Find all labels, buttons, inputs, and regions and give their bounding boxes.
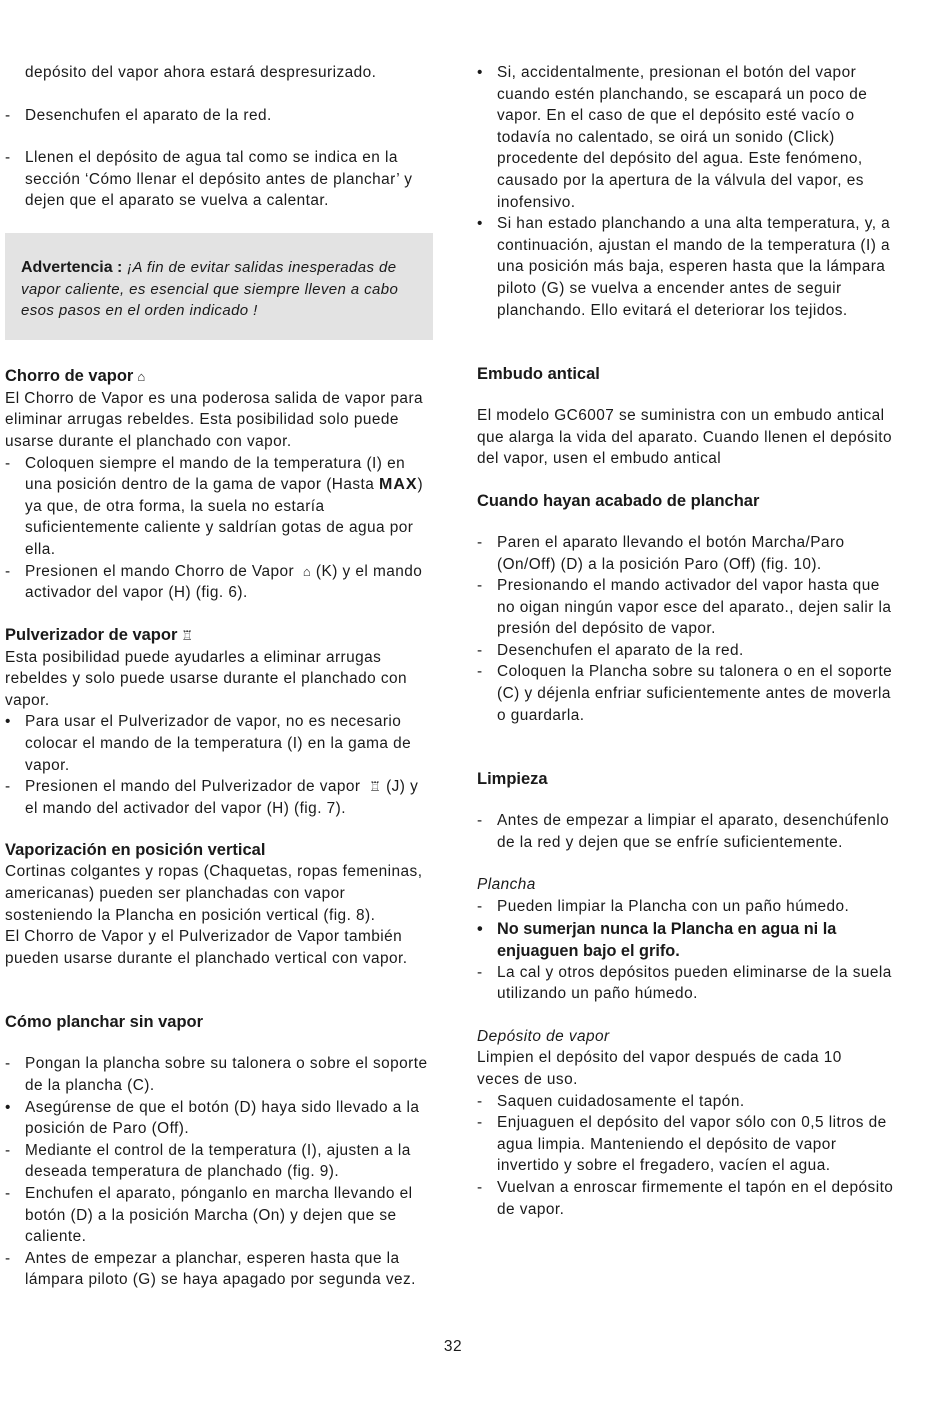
list-item: - Paren el aparato llevando el botón Marcha/Paro (On/Off) (D) a la posición Paro (Off) (fig. 10).: [477, 533, 845, 573]
dash-marker: -: [5, 106, 11, 124]
list-item: - Pueden limpiar la Plancha con un paño húmedo.: [477, 898, 850, 916]
section-title-pulverizador: Pulverizador de vapor ♖: [5, 625, 194, 644]
list-item: - Enchufen el aparato, pónganlo en marcha llevando el botón (D) a la posición Marcha (On) y dejen que se caliente.: [5, 1184, 413, 1246]
warning-text: ¡A fin de evitar salidas inesperadas de vapor caliente, es esencial que siempre lleven a cabo esos pasos en el orden indicado !: [21, 258, 399, 320]
deposito-text: Limpien el depósito del vapor después de cada 10 veces de uso.: [477, 1049, 842, 1088]
list-item: - Vuelvan a enroscar firmemente el tapón en el depósito de vapor.: [477, 1178, 894, 1218]
page-number: 32: [443, 1338, 463, 1355]
subheading-plancha: Plancha: [477, 876, 536, 894]
dash-marker: -: [5, 149, 11, 167]
list-item: - Antes de empezar a planchar, esperen hasta que la lámpara piloto (G) se haya apagado por segunda vez.: [5, 1249, 416, 1289]
list-item: - Desenchufen el aparato de la red.: [5, 105, 433, 127]
list-item: - Saquen cuidadosamente el tapón.: [477, 1092, 745, 1110]
acabado-list: [477, 532, 897, 726]
embudo-text: El modelo GC6007 se suministra con un embudo antical que alarga la vida del aparato. Cuando llenen el depósito del vapor, usen el embudo antical: [477, 407, 892, 468]
warning-label: Advertencia :: [21, 258, 123, 276]
section-title-vertical: Vaporización en posición vertical: [5, 841, 266, 860]
list-item: - Coloquen siempre el mando de la temperatura (I) en una posición dentro de la gama de vapor (Hasta MAX) ya que, de otra forma, la suela no estaría suficientemente caliente y saldrían gotas de agua por ella.: [5, 454, 424, 558]
list-item: - Presionen el mando del Pulverizador de vapor ♖ (J) y el mando del activador del vapor (H) (fig. 7).: [5, 778, 419, 817]
spray-icon: ♖: [181, 627, 194, 643]
list-item: - Enjuaguen el depósito del vapor sólo con 0,5 litros de agua limpia. Manteniendo el depósito de vapor invertido y sobre el fregadero, vacíen el agua.: [477, 1114, 887, 1175]
steam-shot-icon: ⌂: [302, 563, 312, 579]
section-title-embudo: Embudo antical: [477, 365, 600, 384]
sin-vapor-list: [5, 1053, 433, 1291]
list-item: - Mediante el control de la temperatura (I), ajusten a la deseada temperatura de planchado (fig. 9).: [5, 1141, 411, 1181]
list-item: - La cal y otros depósitos pueden eliminarse de la suela utilizando un paño húmedo.: [477, 963, 892, 1003]
section-title-acabado: Cuando hayan acabado de planchar: [477, 491, 760, 510]
warning-box: [5, 233, 433, 340]
list-item: - Presionando el mando activador del vapor hasta que no oigan ningún vapor esce del aparato., dejen salir la presión del depósito de vapor.: [477, 577, 892, 638]
list-item: • Si han estado planchando a una alta temperatura, y, a continuación, ajustan el mando de la temperatura (I) a una posición más baja, esperen hasta que la lámpara piloto (G) se vuelva a encender antes de seguir planchando. Ello evitará el deteriorar los tejidos.: [477, 215, 891, 319]
right-column: [477, 62, 897, 1220]
vertical-text-1: Cortinas colgantes y ropas (Chaquetas, ropas femeninas, americanas) pueden ser planchadas con vapor sosteniendo la Plancha en posición vertical (fig. 8).: [5, 863, 423, 924]
list-item: - Desenchufen el aparato de la red.: [477, 641, 744, 659]
subheading-deposito: Depósito de vapor: [477, 1027, 610, 1045]
list-item: - Presionen el mando Chorro de Vapor ⌂ (K) y el mando activador del vapor (H) (fig. 6).: [5, 562, 423, 602]
section-title-limpieza: Limpieza: [477, 770, 548, 789]
list-item: - Pongan la plancha sobre su talonera o sobre el soporte de la plancha (C).: [5, 1055, 428, 1094]
list-item: • Si, accidentalmente, presionan el botón del vapor cuando estén planchando, se escapará un poco de vapor. En el caso de que el depósito esté vacío o todavía no calentado, se oirá un sonido (Click) procedente del depósito del agua. Este fenómeno, causado por la apertura de la válvula del vapor, es inofensivo.: [477, 64, 868, 211]
spray-icon: ♖: [369, 779, 382, 795]
list-item: • Asegúrense de que el botón (D) haya sido llevado a la posición de Paro (Off).: [5, 1098, 420, 1138]
list-item: - Coloquen la Plancha sobre su talonera o en el soporte (C) y déjenla enfriar suficientemente antes de moverla o guardarla.: [477, 663, 893, 724]
section-title-sin-vapor: Cómo planchar sin vapor: [5, 1013, 204, 1032]
list-item: - Antes de empezar a limpiar el aparato, desenchúfenlo de la red y dejen que se enfríe suficientemente.: [477, 812, 890, 851]
section-title-chorro: Chorro de vapor ⌂: [5, 366, 146, 385]
vertical-text-2: El Chorro de Vapor y el Pulverizador de Vapor también pueden usarse durante el planchado vertical con vapor.: [5, 928, 408, 967]
continuation-line: depósito del vapor ahora estará despresurizado.: [25, 64, 377, 81]
list-item-bold: • No sumerjan nunca la Plancha en agua ni la enjuaguen bajo el grifo.: [477, 919, 837, 960]
left-column: [5, 62, 433, 1291]
pulverizador-text: Esta posibilidad puede ayudarles a eliminar arrugas rebeldes y solo puede usarse durante el planchado con vapor.: [5, 648, 408, 709]
steam-shot-icon: ⌂: [137, 368, 146, 384]
list-item: • Para usar el Pulverizador de vapor, no es necesario colocar el mando de la temperatura (I) en la gama de vapor.: [5, 713, 412, 774]
list-item: - Llenen el depósito de agua tal como se indica en la sección ‘Cómo llenar el depósito antes de planchar’ y dejen que el aparato se vuelva a calentar.: [5, 149, 413, 210]
chorro-text: El Chorro de Vapor es una poderosa salida de vapor para eliminar arrugas rebeldes. Esta posibilidad solo puede usarse durante el planchado con vapor.: [5, 389, 424, 450]
